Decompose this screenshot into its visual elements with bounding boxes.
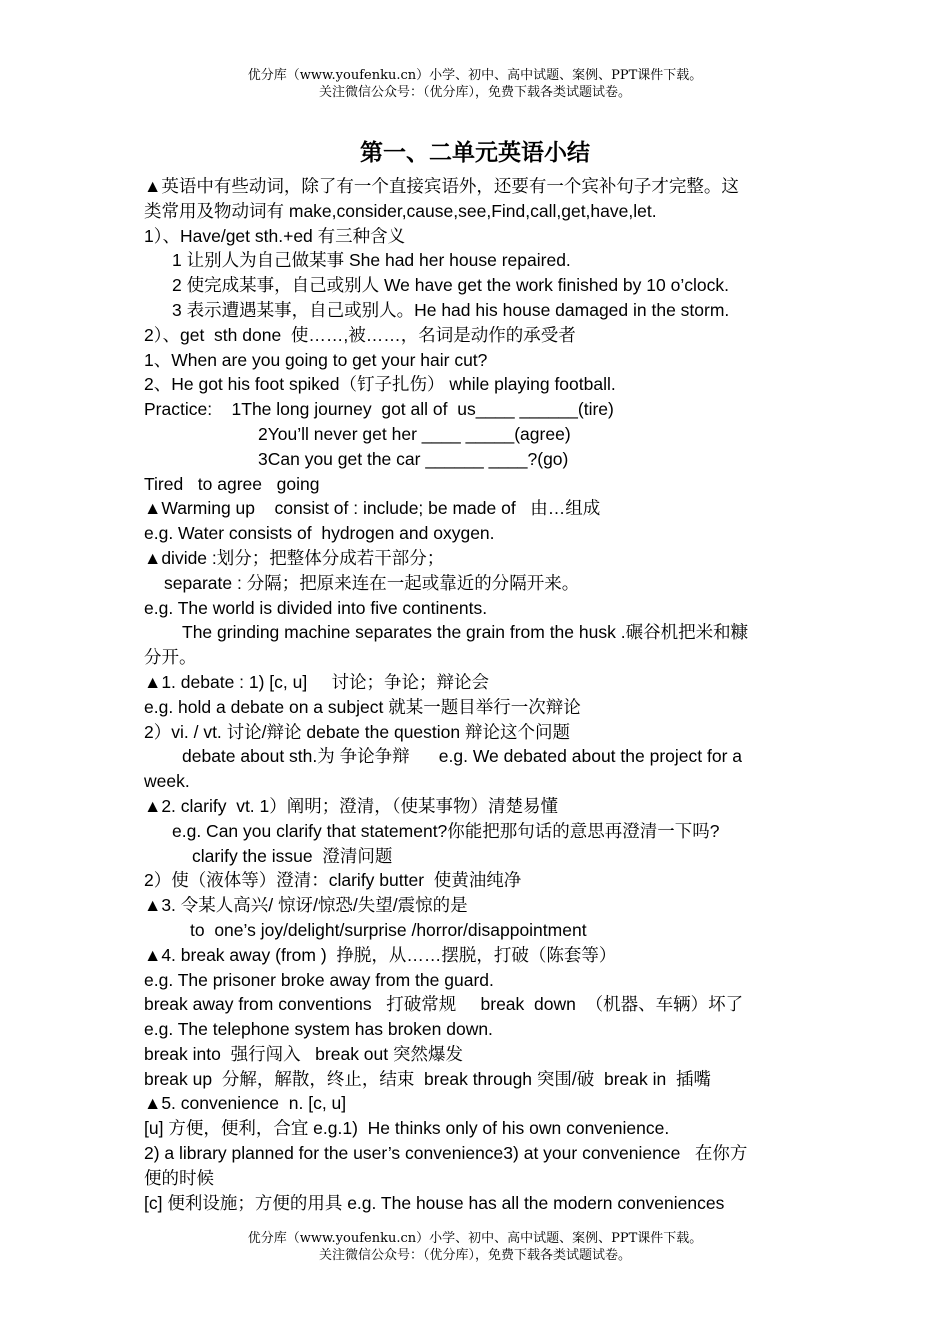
- text-line: Tired to agree going: [144, 473, 320, 494]
- text-line: 3 表示遭遇某事，自己或别人。He had his house damaged in the storm.: [172, 299, 730, 320]
- text-line: 3Can you get the car ______ ____?(go): [258, 448, 569, 469]
- page-header: [0, 67, 950, 101]
- text-line: 2You’ll never get her ____ _____(agree): [258, 423, 571, 444]
- text-line: debate about sth.为 争论争辩 e.g. We debated about the project for a: [182, 746, 742, 767]
- text-line: [u] 方便，便利，合宜 e.g.1) He thinks only of his own convenience.: [144, 1118, 670, 1139]
- footer-line-2: 关注微信公众号：（优分库），免费下载各类试题试卷。: [318, 1248, 631, 1263]
- text-line: e.g. Can you clarify that statement?你能把那句话的意思再澄清一下吗?: [172, 820, 720, 841]
- page-title: 第一、二单元英语小结: [360, 139, 590, 166]
- header-line-1: 优分库（www.youfenku.cn）小学、初中、高中试题、案例、PPT课件下载。: [247, 68, 703, 83]
- text-line: week.: [144, 771, 190, 792]
- text-line: e.g. The prisoner broke away from the guard.: [144, 969, 494, 990]
- text-line: 1、When are you going to get your hair cut?: [144, 349, 488, 370]
- text-line: 分开。: [144, 647, 197, 668]
- text-line: e.g. Water consists of hydrogen and oxygen.: [144, 523, 495, 544]
- text-line: Practice: 1The long journey got all of us____ ______(tire): [144, 399, 614, 420]
- text-line: 2 使完成某事，自己或别人 We have get the work finished by 10 o’clock.: [172, 275, 729, 296]
- text-line: 2、He got his foot spiked（钉子扎伤） while playing football.: [144, 374, 616, 395]
- text-line: 2）使（液体等）澄清：clarify butter 使黄油纯净: [144, 870, 522, 891]
- text-line: 类常用及物动词有 make,consider,cause,see,Find,call,get,have,let.: [144, 200, 657, 221]
- text-line: ▲英语中有些动词，除了有一个直接宾语外，还要有一个宾补句子才完整。这: [144, 176, 739, 196]
- text-line: ▲2. clarify vt. 1）阐明；澄清，（使某事物）清楚易懂: [144, 795, 559, 816]
- text-line: break up 分解，解散，终止，结束 break through 突围/破 break in 插嘴: [144, 1068, 711, 1089]
- text-line: ▲Warming up consist of : include; be made of 由…组成: [144, 498, 601, 519]
- text-line: ▲1. debate : 1) [c, u] 讨论；争论；辩论会: [144, 671, 490, 692]
- text-line: e.g. hold a debate on a subject 就某一题目举行一次辩论: [144, 696, 581, 717]
- text-line: 1）、Have/get sth.+ed 有三种含义: [144, 225, 406, 246]
- text-line: 2）、get sth done 使……,被……，名词是动作的承受者: [144, 324, 576, 345]
- text-line: 便的时候: [144, 1167, 214, 1188]
- footer-line-1: 优分库（www.youfenku.cn）小学、初中、高中试题、案例、PPT课件下载。: [247, 1231, 703, 1246]
- text-line: [c] 便利设施；方便的用具 e.g. The house has all the modern conveniences: [144, 1192, 725, 1213]
- text-line: to one’s joy/delight/surprise /horror/disappointment: [190, 919, 587, 940]
- text-line: ▲divide :划分；把整体分成若干部分；: [144, 547, 445, 568]
- document-body: [144, 174, 808, 1215]
- text-line: 2) a library planned for the user’s convenience3) at your convenience 在你方: [144, 1143, 748, 1164]
- text-line: e.g. The telephone system has broken down.: [144, 1019, 493, 1040]
- text-line: e.g. The world is divided into five continents.: [144, 597, 488, 618]
- header-line-2: 关注微信公众号：（优分库），免费下载各类试题试卷。: [318, 85, 631, 100]
- text-line: break away from conventions 打破常规 break down （机器、车辆）坏了: [144, 994, 744, 1015]
- text-line: separate : 分隔；把原来连在一起或靠近的分隔开来。: [164, 572, 580, 593]
- text-line: ▲3. 令某人高兴/ 惊讶/惊恐/失望/震惊的是: [144, 895, 468, 916]
- text-line: 1 让别人为自己做某事 She had her house repaired.: [172, 250, 571, 271]
- text-line: ▲4. break away (from ) 挣脱，从……摆脱，打破（陈套等）: [144, 944, 617, 965]
- text-line: 2）vi. / vt. 讨论/辩论 debate the question 辩论这个问题: [144, 721, 570, 742]
- text-line: break into 强行闯入 break out 突然爆发: [144, 1043, 463, 1064]
- text-line: ▲5. convenience n. [c, u]: [144, 1093, 347, 1114]
- text-line: The grinding machine separates the grain from the husk .碾谷机把米和糠: [182, 622, 749, 643]
- page-footer: [0, 1230, 950, 1264]
- text-line: clarify the issue 澄清问题: [192, 845, 393, 866]
